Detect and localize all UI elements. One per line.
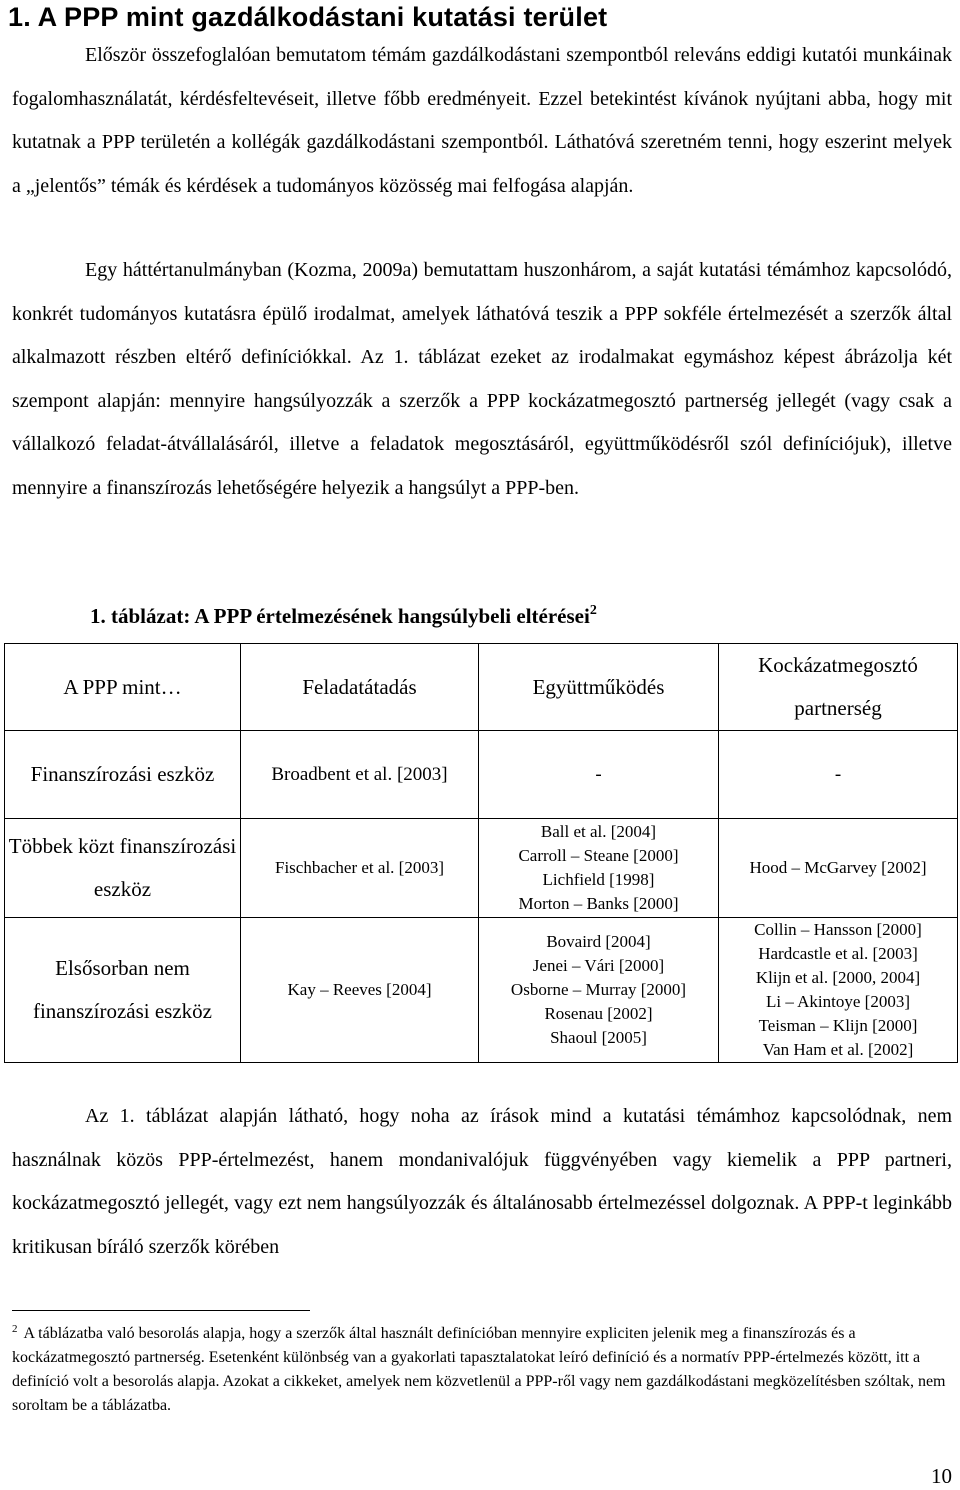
footnote-separator [12, 1310, 310, 1311]
citation-entry: Bovaird [2004] [546, 932, 651, 951]
section-heading: 1. A PPP mint gazdálkodástani kutatási terület [8, 2, 608, 32]
header-risk-sharing-partnership: Kockázatmegosztó partnerség [719, 644, 958, 731]
citation-entry: Osborne – Murray [2000] [510, 980, 687, 999]
citation-entry: Hardcastle et al. [2003] [758, 944, 918, 963]
citation-entry: Hood – McGarvey [2002] [749, 858, 927, 877]
paragraph-analysis: Az 1. táblázat alapján látható, hogy noha az írások mind a kutatási témámhoz kapcsolódnak, nem használnak közös PPP-értelmezést, hanem mondanivalójuk függvényében vagy kiemelik a PPP partneri, kockázatmegosztó jellegét, vagy ezt nem hangsúlyozzák és általánosabb értelmezéssel dolgoznak. A PPP-t leginkább kritikusan bíráló szerzők körében [12, 1105, 952, 1258]
cell-task-transfer [241, 918, 479, 1063]
footnote-reference: 2 [589, 603, 597, 618]
citation-entry: Broadbent et al. [2003] [271, 763, 448, 785]
paragraph-background: Egy háttértanulmányban (Kozma, 2009a) bemutattam huszonhárom, a saját kutatási témámhoz kapcsolódó, konkrét tudományos kutatásra épülő irodalmat, amelyek láthatóvá teszik a PPP sokféle értelmezését a szerzők által alkalmazott részben eltérő definíciókkal. Az 1. táblázat ezeket az irodalmakat egymáshoz képest ábrázolja két szempont alapján: mennyire hangsúlyozzák a szerzők a PPP kockázatmegosztó partnerség jellegét (vagy csak a vállalkozó feladat-átvállalásáról, illetve a feladatok megosztásáról, együttműködésről szól definíciójuk), illetve mennyire a finanszírozás lehetőségére helyezik a hangsúlyt a PPP-ben. [12, 259, 952, 499]
citation-entry: Jenei – Vári [2000] [532, 956, 665, 975]
citation-entry: - [834, 763, 842, 785]
cell-task-transfer [241, 731, 479, 819]
cell-cooperation [479, 918, 719, 1063]
citation-entry: Teisman – Klijn [2000] [758, 1016, 918, 1035]
citation-entry: Morton – Banks [2000] [518, 894, 679, 913]
citation-entry: Fischbacher et al. [2003] [275, 858, 444, 877]
ppp-interpretation-table [4, 643, 958, 1063]
cell-cooperation [479, 819, 719, 918]
table-header-row [5, 644, 958, 731]
table-row [5, 731, 958, 819]
footnote-number: 2 [12, 1323, 18, 1335]
row-label: Többek közt finanszírozási eszköz [5, 819, 241, 918]
footnote-text: A táblázatba való besorolás alapja, hogy a szerzők által használt definícióban mennyire expliciten jelenik meg a finanszírozás és a kockázatmegosztó partnerség. Esetenként különbség van a gyakorlati tapasztalatokat leíró definíció és a normatív PPP-értelmezés között, itt a definíció volt a besorolás alapja. Azokat a cikkeket, amelyek nem közvetlenül a PPP-ről vagy nem gazdálkodástani megközelítésben szóltak, nem soroltam be a táblázatba. [12, 1325, 946, 1414]
citation-entry: Collin – Hansson [2000] [754, 920, 922, 939]
table-caption [90, 596, 597, 636]
paragraph-intro: Először összefoglalóan bemutatom témám gazdálkodástani szempontból releváns eddigi kutatói munkáinak fogalomhasználatát, kérdésfeltevéseit, illetve főbb eredményeit. Ezzel betekintést kívánok nyújtani abba, hogy mit kutatnak a PPP területén a kollégák gazdálkodástani szempontból. Láthatóvá szeretném tenni, hogy eszerint melyek a „jelentős” témák és kérdések a tudományos közösség mai felfogása alapján. [12, 44, 952, 197]
cell-risk-sharing [719, 731, 958, 819]
footnote [12, 1322, 952, 1418]
cell-risk-sharing [719, 819, 958, 918]
table-caption-text: 1. táblázat: A PPP értelmezésének hangsúlybeli eltérései [90, 604, 590, 628]
row-label: Finanszírozási eszköz [5, 731, 241, 819]
row-label: Elsősorban nem finanszírozási eszköz [5, 918, 241, 1063]
citation-entry: Van Ham et al. [2002] [762, 1040, 914, 1059]
citation-entry: Carroll – Steane [2000] [518, 846, 679, 865]
citation-entry: Lichfield [1998] [542, 870, 655, 889]
table-row [5, 918, 958, 1063]
citation-entry: Klijn et al. [2000, 2004] [755, 968, 921, 987]
citation-entry: Ball et al. [2004] [540, 822, 657, 841]
header-task-transfer: Feladatátadás [241, 644, 479, 731]
header-cooperation: Együttműködés [479, 644, 719, 731]
cell-cooperation [479, 731, 719, 819]
citation-entry: - [595, 763, 602, 785]
cell-task-transfer [241, 819, 479, 918]
citation-entry: Li – Akintoye [2003] [765, 992, 910, 1011]
header-ppp-as: A PPP mint… [5, 644, 241, 731]
table-row [5, 819, 958, 918]
cell-risk-sharing [719, 918, 958, 1063]
citation-entry: Rosenau [2002] [544, 1004, 653, 1023]
citation-entry: Shaoul [2005] [550, 1028, 647, 1047]
citation-entry: Kay – Reeves [2004] [287, 980, 432, 999]
page-number: 10 [931, 1464, 952, 1488]
